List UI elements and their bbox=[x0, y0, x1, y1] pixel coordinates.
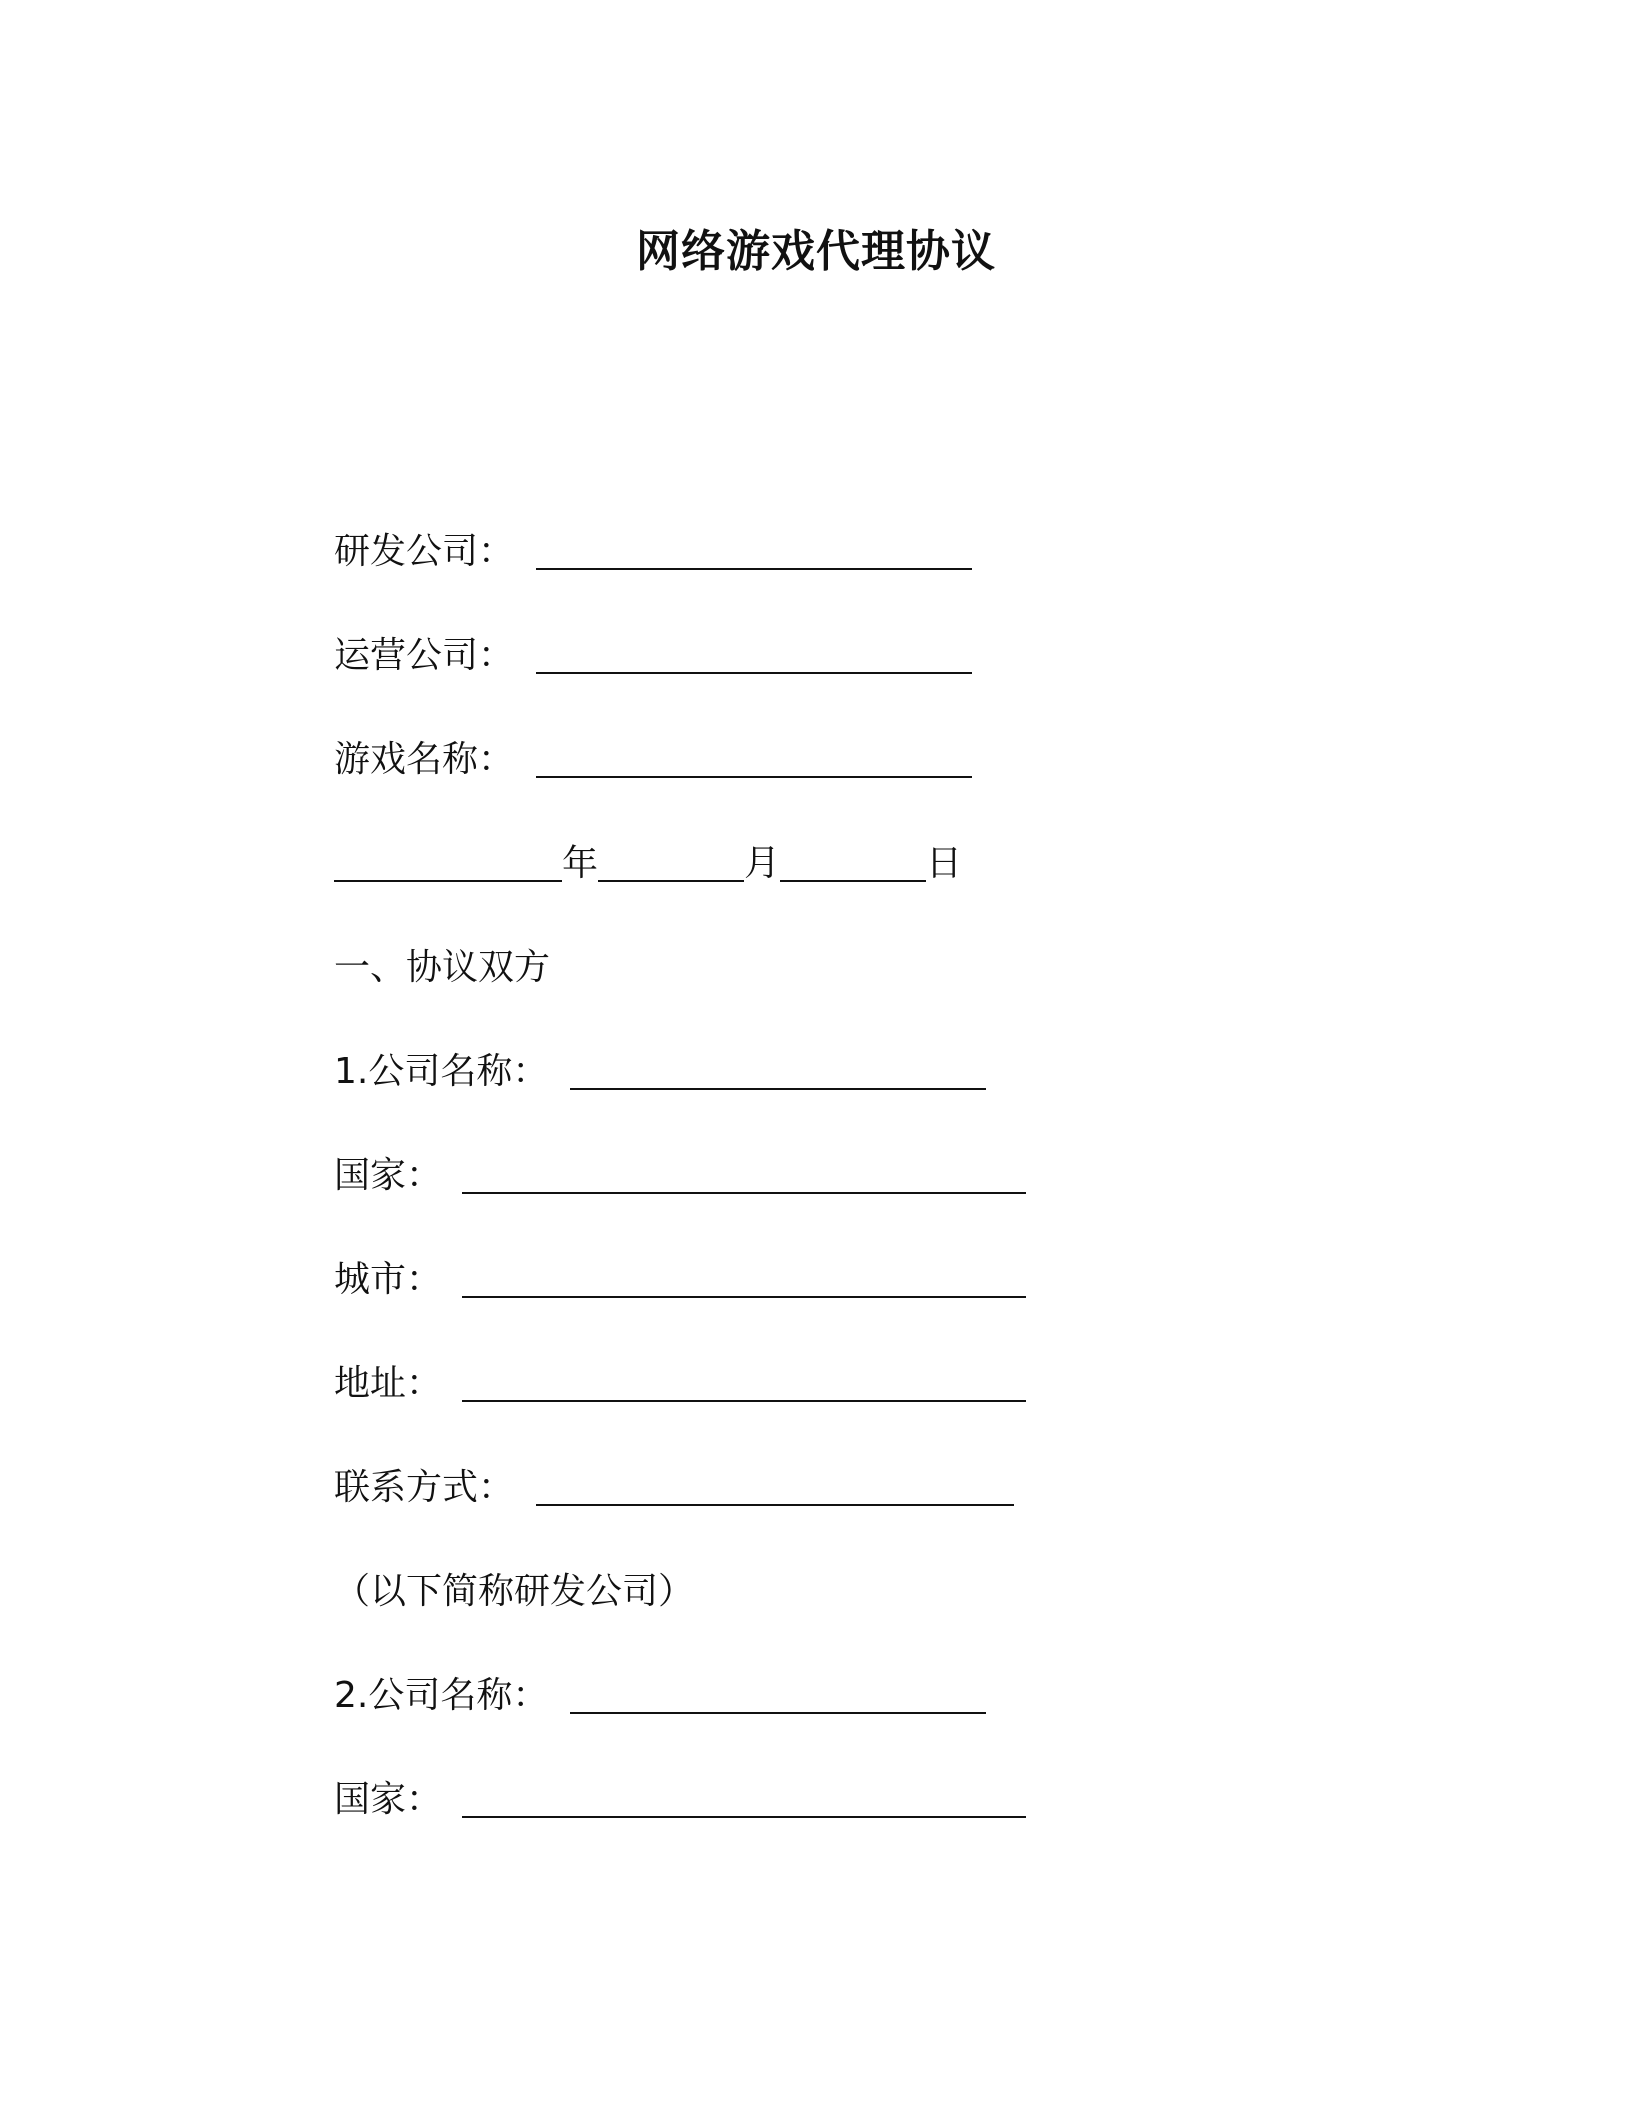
party2-company-line bbox=[334, 1628, 1234, 1732]
dev-company-line bbox=[334, 484, 1234, 588]
party1-contact-label: 联系方式： bbox=[334, 1467, 515, 1508]
party2-company-label: 2.公司名称： bbox=[334, 1675, 549, 1716]
party1-country-blank[interactable] bbox=[462, 1162, 1026, 1194]
party2-country-blank[interactable] bbox=[462, 1786, 1026, 1818]
party1-city-blank[interactable] bbox=[462, 1266, 1026, 1298]
party1-country-line bbox=[334, 1108, 1234, 1212]
party1-country-label: 国家： bbox=[334, 1155, 443, 1196]
ops-company-line bbox=[334, 588, 1234, 692]
party1-city-line bbox=[334, 1212, 1234, 1316]
dev-company-label: 研发公司： bbox=[334, 531, 515, 572]
party1-contact-line bbox=[334, 1420, 1234, 1524]
day-label: 日 bbox=[926, 843, 963, 884]
party1-contact-blank[interactable] bbox=[536, 1474, 1014, 1506]
party1-company-line bbox=[334, 1004, 1234, 1108]
party1-company-blank[interactable] bbox=[570, 1058, 986, 1090]
party1-note-line bbox=[334, 1524, 1234, 1628]
party2-company-blank[interactable] bbox=[570, 1682, 986, 1714]
party2-country-label: 国家： bbox=[334, 1779, 443, 1820]
party1-city-label: 城市： bbox=[334, 1259, 443, 1300]
year-blank[interactable] bbox=[334, 850, 562, 882]
section1-heading-line bbox=[334, 900, 1234, 1004]
document-body bbox=[334, 484, 1234, 1836]
ops-company-label: 运营公司： bbox=[334, 635, 515, 676]
date-line bbox=[334, 796, 1234, 900]
ops-company-blank[interactable] bbox=[536, 642, 972, 674]
year-label: 年 bbox=[562, 843, 599, 884]
game-name-label: 游戏名称： bbox=[334, 739, 515, 780]
month-blank[interactable] bbox=[598, 850, 744, 882]
game-name-line bbox=[334, 692, 1234, 796]
month-label: 月 bbox=[744, 843, 781, 884]
party1-note: （以下简称研发公司） bbox=[334, 1571, 695, 1612]
day-blank[interactable] bbox=[780, 850, 926, 882]
party1-address-label: 地址： bbox=[334, 1363, 443, 1404]
dev-company-blank[interactable] bbox=[536, 538, 972, 570]
party2-country-line bbox=[334, 1732, 1234, 1836]
document-title: 网络游戏代理协议 bbox=[636, 226, 996, 277]
party1-address-blank[interactable] bbox=[462, 1370, 1026, 1402]
section1-heading: 一、协议双方 bbox=[334, 947, 551, 988]
game-name-blank[interactable] bbox=[536, 746, 972, 778]
party1-address-line bbox=[334, 1316, 1234, 1420]
party1-company-label: 1.公司名称： bbox=[334, 1051, 549, 1092]
